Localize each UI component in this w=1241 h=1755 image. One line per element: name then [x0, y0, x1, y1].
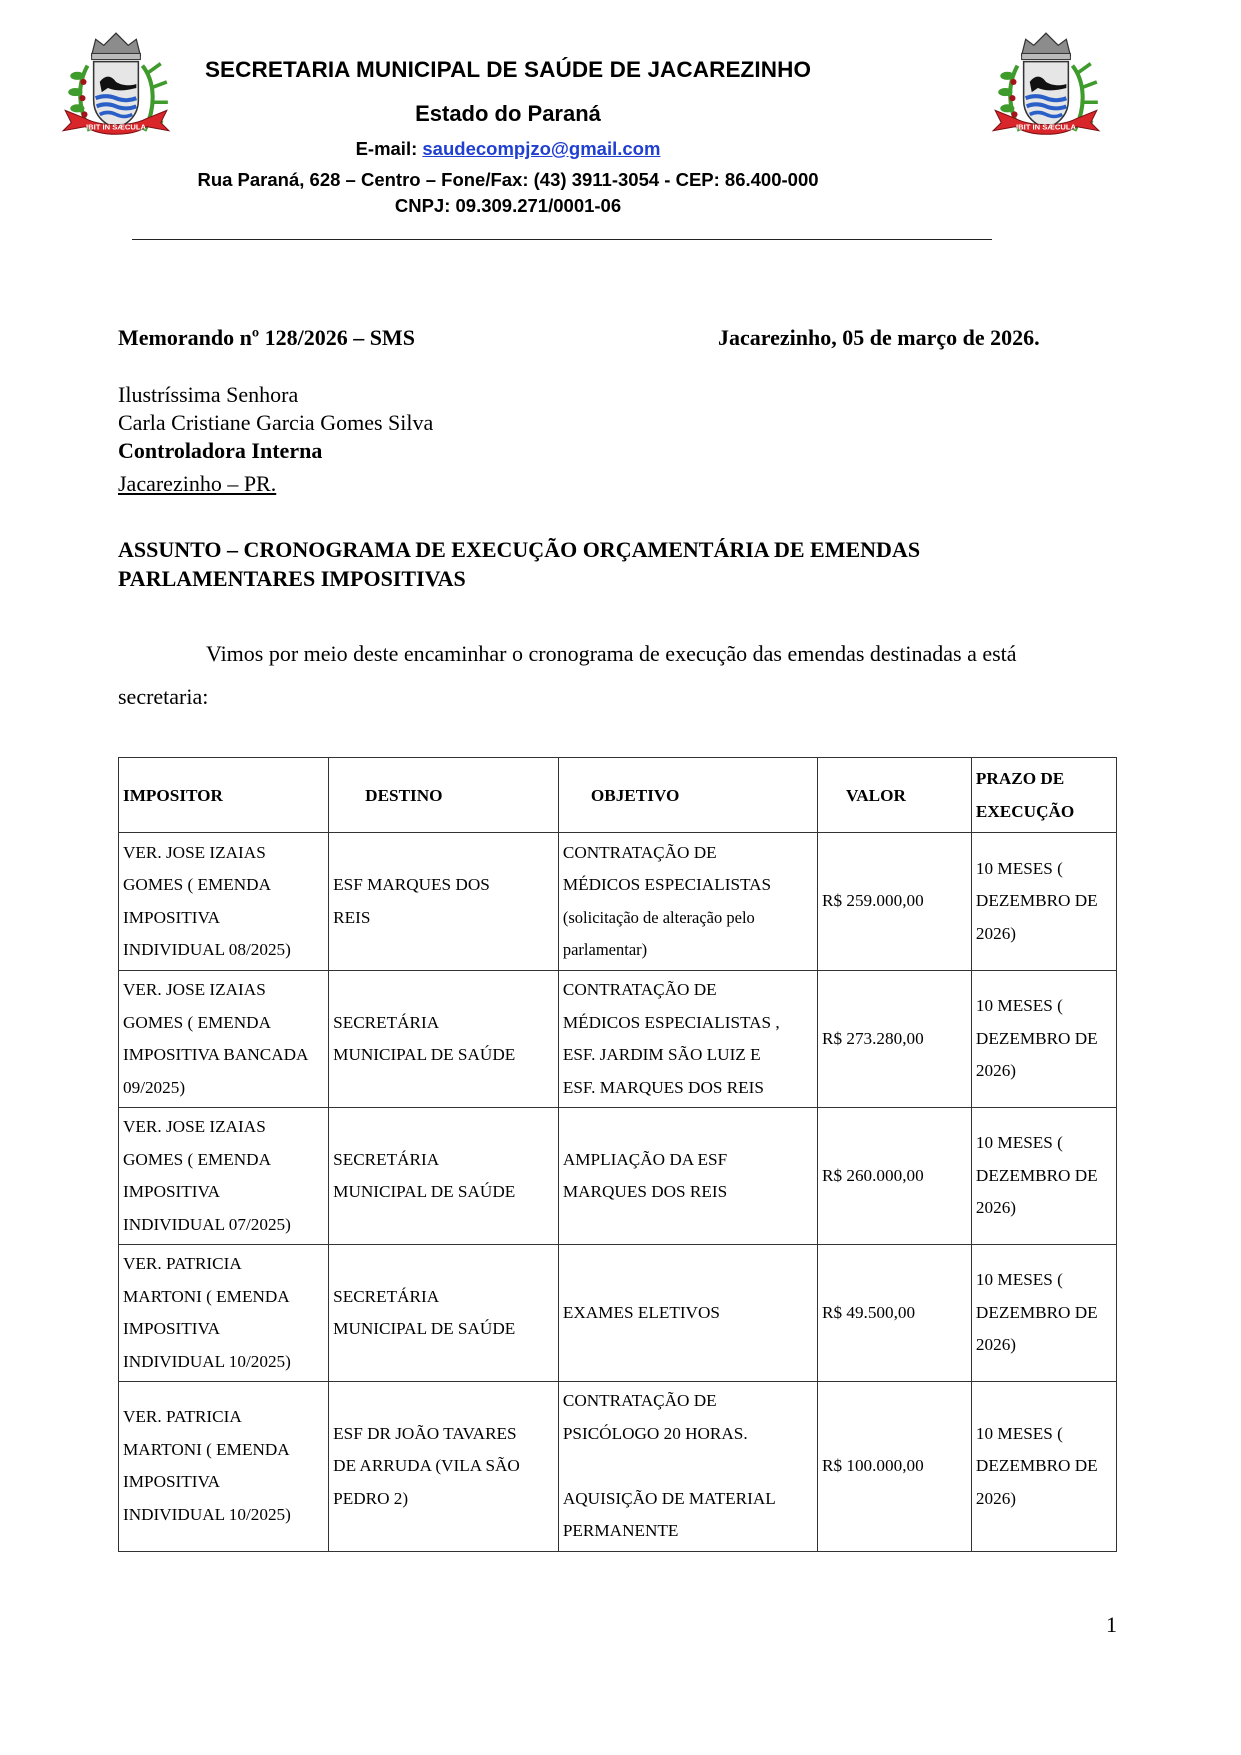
cell-objetivo — [558, 833, 817, 971]
letterhead-divider — [132, 239, 992, 240]
cell-impositor — [119, 971, 329, 1108]
email-label: E-mail: — [355, 138, 418, 159]
cell-impositor-line: VER. PATRICIA — [123, 1254, 242, 1273]
cell-impositor-line: IMPOSITIVA — [123, 1182, 221, 1201]
cell-impositor-line: GOMES ( EMENDA — [123, 1149, 271, 1169]
cell-prazo-line: 10 MESES ( — [975, 996, 1063, 1016]
cell-objetivo — [558, 971, 817, 1108]
cell-prazo-line: 10 MESES ( — [975, 1270, 1063, 1290]
cell-prazo — [971, 833, 1116, 971]
table-row — [119, 971, 1117, 1108]
cell-impositor-line: 09/2025) — [123, 1077, 186, 1097]
cell-valor-text: R$ 273.280,00 — [822, 1028, 924, 1048]
cell-objetivo-line: CONTRATAÇÃO DE — [562, 1391, 717, 1410]
cell-destino — [329, 833, 559, 971]
cell-prazo-line: 2026) — [975, 1198, 1017, 1218]
header-impositor: IMPOSITOR — [119, 758, 329, 833]
cell-impositor-line: MARTONI ( EMENDA — [123, 1286, 290, 1306]
cell-destino-line: MUNICIPAL DE SAÚDE — [333, 1319, 516, 1338]
cell-valor — [818, 833, 972, 971]
cell-objetivo-line: MARQUES DOS REIS — [562, 1182, 728, 1201]
table-row — [119, 1108, 1117, 1245]
cell-prazo-line: 2026) — [975, 923, 1017, 943]
table-row — [119, 1382, 1117, 1552]
cell-prazo-line: 2026) — [975, 1335, 1017, 1355]
letterhead-email-line — [0, 138, 1016, 160]
cell-impositor — [119, 1108, 329, 1245]
cell-objetivo-line: ESF. MARQUES DOS REIS — [562, 1077, 764, 1097]
cell-objetivo-line: parlamentar) — [562, 940, 648, 959]
cell-objetivo — [558, 1382, 817, 1552]
memo-date: Jacarezinho, 05 de março de 2026. — [718, 325, 1040, 350]
cell-prazo-line: 2026) — [975, 1488, 1017, 1508]
cell-impositor — [119, 833, 329, 971]
cell-prazo — [971, 1382, 1116, 1552]
cell-destino — [329, 971, 559, 1108]
cell-objetivo-line: MÉDICOS ESPECIALISTAS — [562, 875, 772, 894]
cell-impositor-line: IMPOSITIVA — [123, 907, 221, 927]
table-row — [119, 1245, 1117, 1382]
email-link[interactable]: saudecompjzo@gmail.com — [422, 138, 661, 159]
cell-impositor-line: GOMES ( EMENDA — [123, 875, 271, 894]
cell-prazo-line: DEZEMBRO DE — [975, 1302, 1098, 1322]
cell-impositor — [119, 1382, 329, 1552]
cell-prazo — [971, 1245, 1116, 1382]
cell-objetivo-line: EXAMES ELETIVOS — [562, 1302, 720, 1322]
cell-objetivo-line — [563, 1450, 813, 1483]
cell-valor-text: R$ 49.500,00 — [822, 1302, 916, 1322]
svg-text:IBIT IN SÆCULA: IBIT IN SÆCULA — [1015, 122, 1077, 132]
cell-objetivo-line: (solicitação de alteração pelo — [562, 907, 755, 927]
cell-objetivo-line: ESF. JARDIM SÃO LUIZ E — [562, 1045, 761, 1064]
cell-valor — [818, 1245, 972, 1382]
coat-of-arms-right-logo — [985, 25, 1107, 147]
cell-prazo-line: DEZEMBRO DE — [975, 891, 1098, 911]
cell-prazo — [971, 1108, 1116, 1245]
cell-destino-line: MUNICIPAL DE SAÚDE — [333, 1045, 516, 1064]
table-header-row — [119, 758, 1117, 833]
cell-impositor-line: INDIVIDUAL 10/2025) — [123, 1504, 291, 1524]
memo-body — [118, 632, 1128, 718]
cell-objetivo-line: CONTRATAÇÃO DE — [562, 980, 717, 999]
cell-valor-text: R$ 260.000,00 — [822, 1165, 924, 1185]
cell-objetivo-line: AQUISIÇÃO DE MATERIAL — [562, 1488, 776, 1508]
header-prazo-line-1: PRAZO DE — [975, 769, 1065, 788]
cell-prazo-line: 10 MESES ( — [975, 1423, 1063, 1443]
cell-valor — [818, 1108, 972, 1245]
cell-impositor-line: INDIVIDUAL 07/2025) — [123, 1214, 291, 1234]
coat-of-arms-left-logo — [55, 25, 177, 147]
cell-destino-line: MUNICIPAL DE SAÚDE — [333, 1182, 516, 1201]
cell-prazo — [971, 971, 1116, 1108]
memo-subject — [118, 535, 1078, 593]
letterhead-state: Estado do Paraná — [415, 101, 601, 126]
cell-destino-line: SECRETÁRIA — [333, 1286, 440, 1306]
letterhead-title: SECRETARIA MUNICIPAL DE SAÚDE DE JACAREZINHO — [204, 57, 812, 82]
header-objetivo: OBJETIVO — [558, 758, 817, 833]
cell-destino — [329, 1245, 559, 1382]
cell-destino-line: PEDRO 2) — [333, 1488, 409, 1508]
cell-impositor-line: VER. JOSE IZAIAS — [123, 1117, 266, 1136]
recipient-role: Controladora Interna — [118, 438, 323, 463]
cell-prazo-line: 10 MESES ( — [975, 1133, 1063, 1153]
cell-impositor-line: INDIVIDUAL 10/2025) — [123, 1351, 291, 1371]
cell-impositor-line: VER. JOSE IZAIAS — [123, 842, 266, 862]
cell-impositor-line: GOMES ( EMENDA — [123, 1012, 271, 1032]
header-destino: DESTINO — [329, 758, 559, 833]
cell-valor — [818, 1382, 972, 1552]
cell-destino-line: SECRETÁRIA — [333, 1012, 440, 1032]
cell-impositor — [119, 1245, 329, 1382]
header-prazo-line-2: EXECUÇÃO — [975, 802, 1075, 821]
cell-impositor-line: IMPOSITIVA — [123, 1319, 221, 1338]
cell-prazo-line: DEZEMBRO DE — [975, 1028, 1098, 1048]
cell-impositor-line: VER. PATRICIA — [123, 1407, 242, 1427]
subject-line-1: ASSUNTO – CRONOGRAMA DE EXECUÇÃO ORÇAMENTÁRIA DE EMENDAS — [118, 537, 921, 562]
cell-impositor-line: IMPOSITIVA — [123, 1472, 221, 1492]
cell-prazo-line: 2026) — [975, 1061, 1017, 1081]
cell-objetivo-line: PSICÓLOGO 20 HORAS. — [562, 1423, 748, 1443]
cell-prazo-line: DEZEMBRO DE — [975, 1456, 1098, 1475]
recipient-city: Jacarezinho – PR. — [118, 471, 277, 496]
cell-objetivo-line: CONTRATAÇÃO DE — [562, 842, 717, 862]
memo-number: Memorando nº 128/2026 – SMS — [118, 325, 415, 350]
cell-impositor-line: VER. JOSE IZAIAS — [123, 980, 266, 999]
body-line-2: secretaria: — [118, 684, 209, 709]
table-body — [119, 833, 1117, 1552]
cell-impositor-line: IMPOSITIVA BANCADA — [123, 1045, 309, 1064]
cell-objetivo-line: PERMANENTE — [562, 1521, 679, 1540]
cell-valor-text: R$ 100.000,00 — [822, 1456, 924, 1475]
cell-valor-text: R$ 259.000,00 — [822, 891, 924, 911]
body-line-1: Vimos por meio deste encaminhar o cronograma de execução das emendas destinadas a está — [206, 641, 1017, 666]
cell-destino-line: DE ARRUDA (VILA SÃO — [333, 1456, 520, 1475]
cell-impositor-line: INDIVIDUAL 08/2025) — [123, 940, 291, 959]
cell-valor — [818, 971, 972, 1108]
page-number: 1 — [1106, 1612, 1117, 1637]
cell-prazo-line: 10 MESES ( — [975, 858, 1063, 878]
cell-destino-line: ESF MARQUES DOS — [333, 875, 490, 894]
recipient-name: Carla Cristiane Garcia Gomes Silva — [118, 410, 434, 435]
cell-objetivo-line: MÉDICOS ESPECIALISTAS , — [562, 1012, 780, 1032]
recipient-salutation: Ilustríssima Senhora — [118, 382, 299, 407]
cell-objetivo — [558, 1245, 817, 1382]
letterhead-address: Rua Paraná, 628 – Centro – Fone/Fax: (43) 3911-3054 - CEP: 86.400-000 — [197, 169, 819, 190]
header-valor: VALOR — [818, 758, 972, 833]
cell-objetivo — [558, 1108, 817, 1245]
cell-destino — [329, 1382, 559, 1552]
svg-text:IBIT IN SÆCULA: IBIT IN SÆCULA — [85, 122, 147, 132]
cell-destino-line: SECRETÁRIA — [333, 1149, 440, 1169]
cell-objetivo-line: AMPLIAÇÃO DA ESF — [562, 1149, 728, 1169]
cell-prazo-line: DEZEMBRO DE — [975, 1165, 1098, 1185]
table-row — [119, 833, 1117, 971]
amendments-schedule-table — [118, 757, 1117, 1552]
letterhead-cnpj: CNPJ: 09.309.271/0001-06 — [394, 195, 622, 216]
cell-destino-line: REIS — [333, 907, 371, 927]
cell-impositor-line: MARTONI ( EMENDA — [123, 1439, 290, 1459]
subject-line-2: PARLAMENTARES IMPOSITIVAS — [118, 566, 466, 591]
cell-destino-line: ESF DR JOÃO TAVARES — [333, 1423, 517, 1443]
cell-destino — [329, 1108, 559, 1245]
header-prazo — [971, 758, 1116, 833]
